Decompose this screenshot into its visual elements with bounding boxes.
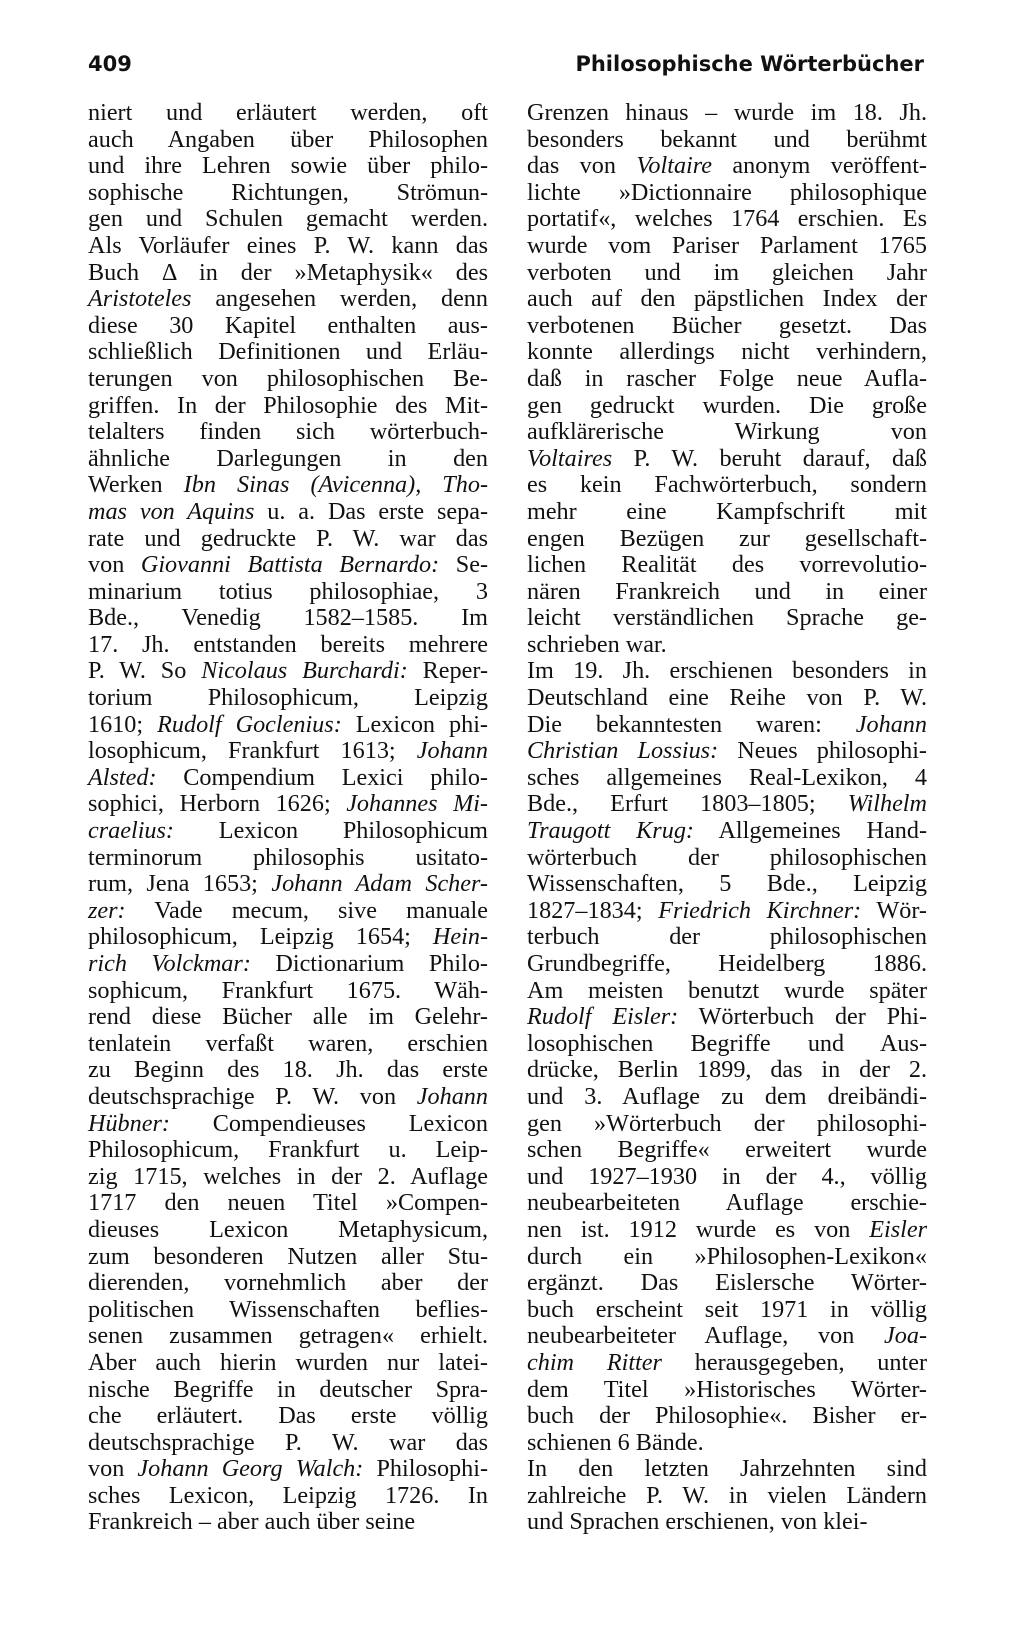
text-line: losophicum, Frankfurt 1613; Johann [88, 737, 488, 765]
text-line: Alsted: Compendium Lexici philo- [88, 763, 488, 791]
running-title: Philosophische Wörterbücher [575, 52, 924, 76]
text-line: gen und Schulen gemacht werden. [88, 205, 488, 233]
text-line: auch auf den päpstlichen Index der [527, 285, 927, 313]
author-name: Rudolf Goclenius: [157, 710, 342, 738]
author-name: Rudolf Eisler: [527, 1003, 679, 1031]
author-name: Johannes Mi- [346, 790, 488, 818]
author-name: mas von Aquins [88, 497, 255, 525]
author-name: rich Volckmar: [88, 950, 251, 977]
text-line: Rudolf Eisler: Wörterbuch der Phi- [527, 1003, 928, 1031]
text-line: engen Bezügen zur gesellschaft- [527, 524, 927, 552]
text-line: Bde., Venedig 1582–1585. Im [88, 604, 488, 632]
text-line: aufklärerische Wirkung von [527, 418, 927, 446]
text-line: und 1927–1930 in der 4., völlig [527, 1162, 927, 1190]
author-name: Wilhelm [847, 790, 927, 818]
text-line: griffen. In der Philosophie des Mit- [88, 391, 488, 419]
author-name: Nicolaus Burchardi: [201, 657, 408, 685]
text-line: 17. Jh. entstanden bereits mehrere [88, 630, 488, 658]
text-line: rate und gedruckte P. W. war das [88, 524, 488, 552]
text-line: Wissenschaften, 5 Bde., Leipzig [527, 870, 927, 898]
text-line: terminorum philosophis usitato- [88, 843, 488, 871]
author-name: Johann Georg Walch: [137, 1455, 364, 1483]
text-line: sophici, Herborn 1626; Johannes Mi- [88, 790, 488, 818]
text-line: Traugott Krug: Allgemeines Hand- [527, 817, 927, 845]
left-text-column [88, 100, 488, 1536]
text-line: rich Volckmar: Dictionarium Philo- [88, 950, 488, 977]
author-name: Ibn Sinas (Avicenna), Tho- [183, 471, 489, 499]
text-line: Grenzen hinaus – wurde im 18. Jh. [527, 99, 927, 126]
text-line: und ihre Lehren sowie über philo- [88, 152, 488, 180]
text-line: dierenden, vornehmlich aber der [88, 1269, 488, 1297]
text-line: Aristoteles angesehen werden, denn [88, 285, 488, 313]
text-line: torium Philosophicum, Leipzig [88, 684, 488, 712]
text-line: drücke, Berlin 1899, das in der 2. [527, 1056, 927, 1084]
text-line: neubearbeiteten Auflage erschie- [527, 1189, 927, 1217]
text-line: niert und erläutert werden, oft [88, 99, 488, 126]
text-line: politischen Wissenschaften beflies- [88, 1295, 488, 1323]
text-line: nären Frankreich und in einer [527, 577, 927, 605]
text-line: schrieben war. [527, 630, 667, 658]
right-text-column [527, 100, 927, 1536]
text-line: dieuses Lexicon Metaphysicum, [88, 1215, 488, 1243]
text-line: gen gedruckt wurden. Die große [527, 391, 927, 419]
text-line: sches Lexicon, Leipzig 1726. In [88, 1481, 488, 1509]
author-name: Friedrich Kirchner: [658, 896, 862, 924]
text-line: Bde., Erfurt 1803–1805; Wilhelm [527, 790, 927, 818]
text-line: In den letzten Jahrzehnten sind [527, 1455, 927, 1483]
text-line: deutschsprachige P. W. war das [88, 1428, 488, 1456]
text-line: auch Angaben über Philosophen [88, 125, 488, 153]
text-line: nen ist. 1912 wurde es von Eisler [527, 1215, 927, 1243]
text-line: zum besonderen Nutzen aller Stu- [88, 1242, 488, 1270]
author-name: Alsted: [88, 763, 157, 791]
text-line: dem Titel »Historisches Wörter- [527, 1375, 927, 1403]
text-line: minarium totius philosophiae, 3 [88, 577, 488, 605]
text-line: 1827–1834; Friedrich Kirchner: Wör- [527, 896, 927, 924]
text-line: von Johann Georg Walch: Philosophi- [88, 1455, 488, 1483]
text-line: Deutschland eine Reihe von P. W. [527, 684, 927, 712]
text-line: es kein Fachwörterbuch, sondern [527, 471, 927, 499]
text-line: Hübner: Compendieuses Lexicon [88, 1109, 488, 1137]
text-line: das von Voltaire anonym veröffent- [527, 152, 927, 180]
text-line: 1610; Rudolf Goclenius: Lexicon phi- [88, 710, 488, 738]
text-line: lichte »Dictionnaire philosophique [527, 178, 927, 206]
text-line: wörterbuch der philosophischen [527, 843, 927, 871]
text-line: craelius: Lexicon Philosophicum [88, 817, 488, 845]
text-line: diese 30 Kapitel enthalten aus- [88, 311, 488, 339]
text-line: losophischen Begriffe und Aus- [527, 1029, 927, 1057]
text-line: Christian Lossius: Neues philosophi- [527, 737, 927, 765]
text-line: sophische Richtungen, Strömun- [88, 178, 488, 206]
text-line: deutschsprachige P. W. von Johann [88, 1082, 488, 1110]
text-line: portatif«, welches 1764 erschien. Es [527, 205, 927, 233]
text-line: mehr eine Kampfschrift mit [527, 497, 927, 525]
text-line: chim Ritter herausgegeben, unter [527, 1348, 927, 1376]
text-line: Am meisten benutzt wurde später [527, 976, 927, 1004]
text-line: sches allgemeines Real-Lexikon, 4 [527, 763, 927, 791]
author-name: Johann [416, 737, 488, 765]
text-line: Frankreich – aber auch über seine [88, 1508, 416, 1536]
text-line: Grundbegriffe, Heidelberg 1886. [527, 950, 927, 977]
text-line: Aber auch hierin wurden nur latei- [88, 1348, 488, 1376]
author-name: Giovanni Battista Bernardo: [140, 551, 440, 579]
text-line: Werken Ibn Sinas (Avicenna), Tho- [88, 471, 489, 499]
text-line: verboten und im gleichen Jahr [527, 258, 927, 286]
text-line: buch der Philosophie«. Bisher er- [527, 1402, 927, 1430]
page-number: 409 [88, 52, 132, 76]
text-line: ähnliche Darlegungen in den [88, 444, 488, 472]
author-name: Hein- [432, 923, 488, 951]
text-line: leicht verständlichen Sprache ge- [527, 604, 927, 632]
author-name: Johann [855, 710, 927, 738]
text-line: tenlatein verfaßt waren, erschien [88, 1029, 488, 1057]
author-name: Aristoteles [88, 285, 192, 313]
author-name: Voltaire [636, 152, 713, 180]
text-line: wurde vom Pariser Parlament 1765 [527, 231, 927, 259]
text-line: und Sprachen erschienen, von klei- [527, 1508, 868, 1536]
text-line: schließlich Definitionen und Erläu- [88, 338, 488, 366]
text-line: ergänzt. Das Eislersche Wörter- [527, 1269, 927, 1297]
text-line: Im 19. Jh. erschienen besonders in [527, 657, 927, 685]
text-line: Als Vorläufer eines P. W. kann das [88, 231, 488, 259]
author-name: Eisler [869, 1215, 927, 1243]
text-line: durch ein »Philosophen-Lexikon« [527, 1242, 927, 1270]
author-name: chim Ritter [527, 1348, 662, 1376]
text-line: daß in rascher Folge neue Aufla- [527, 364, 927, 392]
text-line: zig 1715, welches in der 2. Auflage [88, 1162, 488, 1190]
text-line: schen Begriffe« erweitert wurde [527, 1136, 927, 1164]
author-name: Johann [416, 1082, 488, 1110]
text-line: Die bekanntesten waren: Johann [527, 710, 927, 738]
text-line: verbotenen Bücher gesetzt. Das [527, 311, 927, 339]
author-name: Voltaires [527, 444, 613, 472]
text-line: terbuch der philosophischen [527, 923, 927, 951]
text-line: konnte allerdings nicht verhindern, [527, 338, 927, 366]
text-line: buch erscheint seit 1971 in völlig [527, 1295, 927, 1323]
text-line: rum, Jena 1653; Johann Adam Scher- [88, 870, 488, 898]
text-line: zer: Vade mecum, sive manuale [88, 896, 488, 924]
text-line: philosophicum, Leipzig 1654; Hein- [88, 923, 488, 951]
text-line: senen zusammen getragen« erhielt. [88, 1322, 488, 1350]
text-line: Buch Δ in der »Metaphysik« des [88, 258, 488, 286]
author-name: craelius: [88, 817, 174, 845]
text-line: P. W. So Nicolaus Burchardi: Reper- [88, 657, 488, 685]
text-line: terungen von philosophischen Be- [88, 364, 488, 392]
text-line: zahlreiche P. W. in vielen Ländern [527, 1481, 927, 1509]
text-line: Voltaires P. W. beruht darauf, daß [527, 444, 927, 472]
text-line: che erläutert. Das erste völlig [88, 1402, 488, 1430]
text-line: 1717 den neuen Titel »Compen- [88, 1189, 488, 1217]
author-name: zer: [88, 896, 126, 924]
text-line: von Giovanni Battista Bernardo: Se- [88, 551, 488, 579]
text-line: zu Beginn des 18. Jh. das erste [88, 1056, 488, 1084]
author-name: Joa- [884, 1322, 927, 1350]
text-line: Philosophicum, Frankfurt u. Leip- [88, 1136, 488, 1164]
text-line: gen »Wörterbuch der philosophi- [527, 1109, 927, 1137]
author-name: Traugott Krug: [527, 817, 694, 845]
author-name: Johann Adam Scher- [271, 870, 488, 898]
text-line: mas von Aquins u. a. Das erste sepa- [88, 497, 488, 525]
text-line: nische Begriffe in deutscher Spra- [88, 1375, 488, 1403]
text-line: schienen 6 Bände. [527, 1428, 704, 1456]
text-line: rend diese Bücher alle im Gelehr- [88, 1003, 488, 1031]
text-line: und 3. Auflage zu dem dreibändi- [527, 1082, 927, 1110]
text-line: telalters finden sich wörterbuch- [88, 418, 488, 446]
text-line: neubearbeiteter Auflage, von Joa- [527, 1322, 927, 1350]
text-line: lichen Realität des vorrevolutio- [527, 551, 927, 579]
text-line: besonders bekannt und berühmt [527, 125, 927, 153]
text-line: sophicum, Frankfurt 1675. Wäh- [88, 976, 488, 1004]
author-name: Hübner: [88, 1109, 170, 1137]
author-name: Christian Lossius: [527, 737, 719, 765]
